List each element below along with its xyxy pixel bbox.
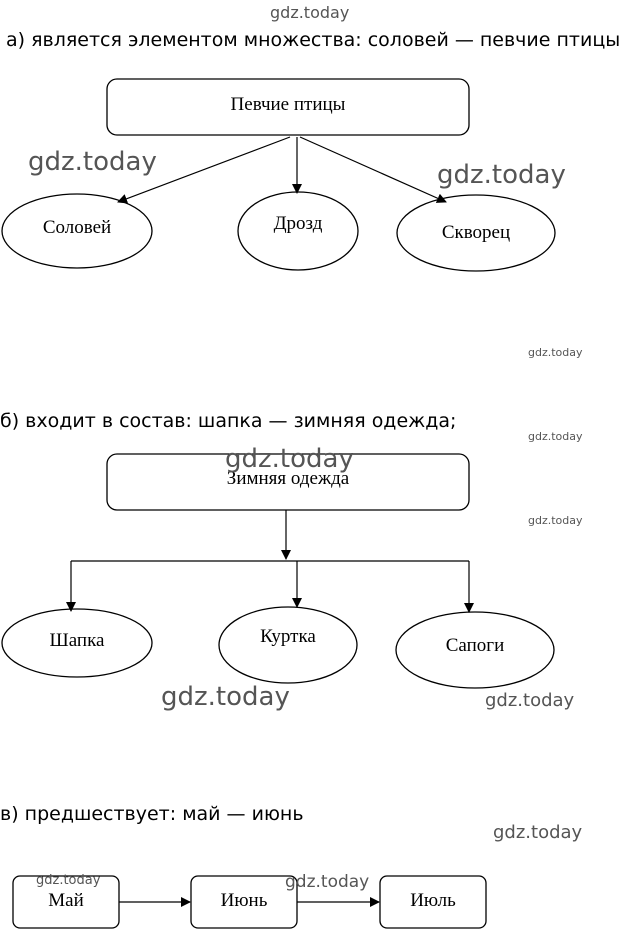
winter-clothes-root-label: Зимняя одежда: [226, 468, 350, 489]
watermark: gdz.today: [493, 822, 583, 843]
may-label: Май: [48, 890, 84, 911]
thrush-label: Дрозд: [273, 213, 323, 234]
arrow-to-starling: [300, 137, 446, 202]
section-a-heading: а) является элементом множества: соловей — певчие птицы: [6, 29, 621, 51]
watermark: gdz.today: [528, 430, 583, 443]
watermark: gdz.today: [161, 682, 290, 712]
songbirds-root-label: Певчие птицы: [230, 94, 346, 115]
hat-label: Шапка: [49, 630, 105, 651]
starling-label: Скворец: [441, 222, 511, 243]
section-c-heading: в) предшествует: май — июнь: [0, 803, 304, 825]
nightingale-label: Соловей: [42, 217, 112, 238]
boots-label: Сапоги: [445, 635, 505, 656]
jacket-label: Куртка: [260, 626, 316, 647]
watermark: gdz.today: [485, 690, 575, 711]
watermark: gdz.today: [528, 514, 583, 527]
watermark: gdz.today: [437, 160, 566, 190]
july-label: Июль: [410, 890, 456, 911]
watermark: gdz.today: [270, 3, 350, 22]
section-b-heading: б) входит в состав: шапка — зимняя одежда;: [0, 410, 457, 432]
watermark: gdz.today: [225, 444, 354, 474]
watermark: gdz.today: [285, 872, 370, 892]
watermark: gdz.today: [28, 147, 157, 177]
watermark: gdz.today: [528, 346, 583, 359]
watermark: gdz.today: [36, 873, 101, 888]
june-label: Июнь: [220, 890, 268, 911]
